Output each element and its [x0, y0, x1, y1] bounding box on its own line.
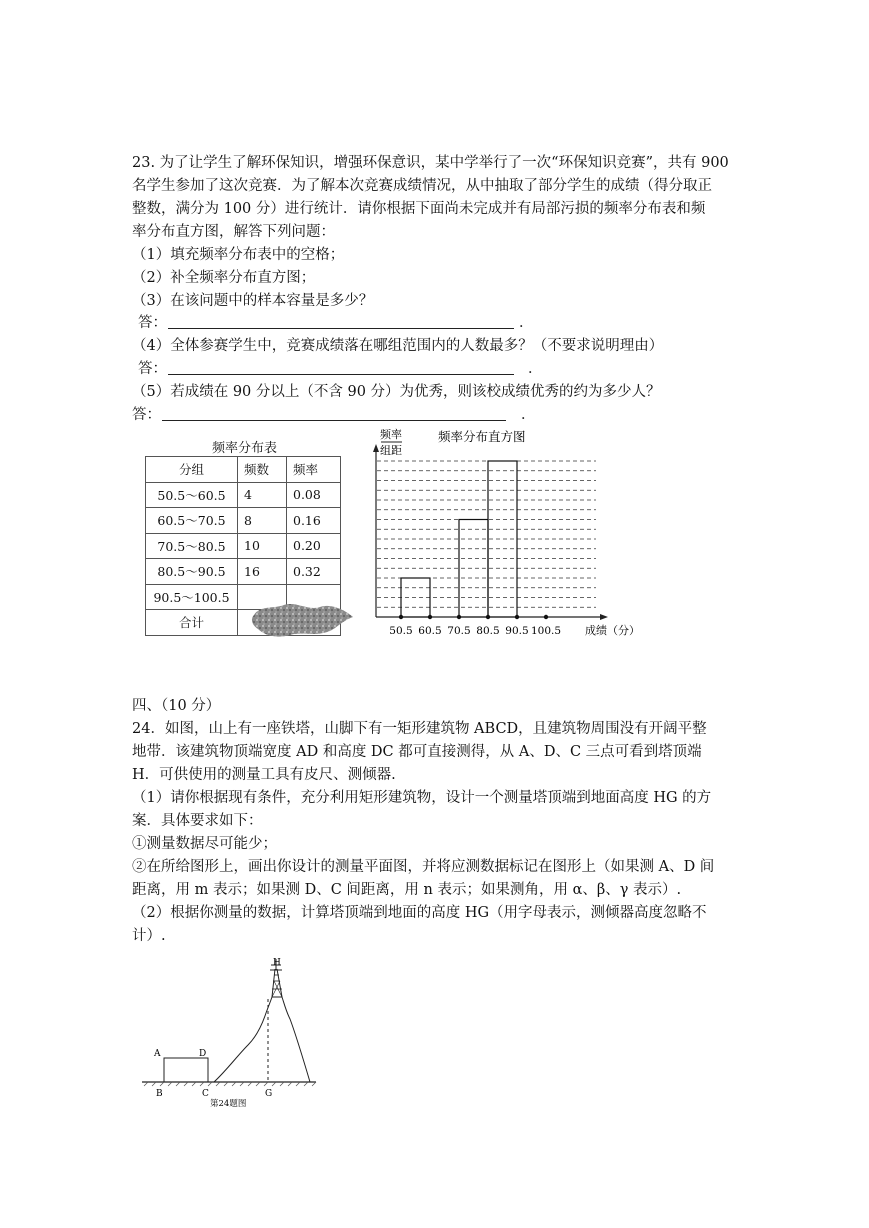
q24-line-1: 24．如图，山上有一座铁塔，山脚下有一矩形建筑物 ABCD，且建筑物周围没有开阔平整: [132, 721, 707, 737]
q23-part-5: （5）若成绩在 90 分以上（不含 90 分）为优秀，则该校成绩优秀的约为多少人？: [132, 384, 661, 400]
x-tick-label: 70.5: [447, 625, 471, 637]
x-tick-dot: [457, 615, 461, 619]
q23-line-2: 名学生参加了这次竞赛．为了解本次竞赛成绩情况，从中抽取了部分学生的成绩（得分取正: [132, 178, 712, 194]
y-axis-arrow-icon: [373, 444, 379, 452]
q23-part-2: （2）补全频率分布直方图；: [132, 270, 316, 286]
mountain-outline: [214, 997, 310, 1082]
building-abcd: [164, 1058, 208, 1082]
x-tick-dot: [428, 615, 432, 619]
q23-line-3: 整数，满分为 100 分）进行统计．请你根据下面尚未完成并有局部污损的频率分布表和频: [132, 201, 706, 217]
figure-24: [138, 955, 323, 1115]
q24-line-3: H．可供使用的测量工具有皮尺、测倾器.: [132, 767, 396, 783]
answer-label-3: 答：: [138, 315, 167, 331]
answer-blank-4[interactable]: [168, 374, 514, 375]
x-tick-label: 100.5: [530, 625, 562, 637]
cell-group: 60.5～70.5: [146, 508, 238, 534]
cell-frequency: 0.32: [287, 559, 341, 585]
q24-line-9: （2）根据你测量的数据，计算塔顶端到地面的高度 HG（用字母表示，测倾器高度忽略不: [132, 905, 707, 921]
cell-frequency: 0.16: [287, 508, 341, 534]
stain-smudge: [250, 601, 356, 639]
q24-line-7: ②在所给图形上，画出你设计的测量平面图，并将应测数据标记在图形上（如果测 A、D 间: [132, 859, 715, 875]
table-row: [146, 559, 341, 585]
frequency-histogram: [368, 425, 658, 640]
table-row: [146, 533, 341, 559]
cell-group: 50.5～60.5: [146, 482, 238, 508]
cell-count: 16: [238, 559, 287, 585]
histogram-title: 频率分布直方图: [438, 429, 526, 444]
cell-frequency: 0.20: [287, 533, 341, 559]
label-d: D: [199, 1049, 207, 1059]
table-title: 频率分布表: [212, 441, 278, 456]
label-g: G: [265, 1089, 273, 1099]
cell-group: 80.5～90.5: [146, 559, 238, 585]
label-c: C: [202, 1089, 209, 1099]
header-frequency: 频率: [287, 457, 341, 483]
answer-label-4: 答：: [138, 361, 167, 377]
label-a: A: [154, 1049, 161, 1059]
x-tick-dot: [515, 615, 519, 619]
x-tick-label: 50.5: [389, 625, 413, 637]
answer-label-5: 答：: [132, 407, 161, 423]
histogram-xlabel: 成绩（分）: [585, 624, 640, 637]
q24-line-5: 案．具体要求如下：: [132, 813, 263, 829]
table-row: [146, 508, 341, 534]
q23-part-4: （4）全体参赛学生中，竞赛成绩落在哪组范围内的人数最多？（不要求说明理由）: [132, 338, 664, 354]
q23-part-3: （3）在该问题中的样本容量是多少？: [132, 293, 374, 309]
header-group: 分组: [146, 457, 238, 483]
answer-blank-3[interactable]: [168, 328, 514, 329]
q24-line-10: 计）.: [132, 928, 166, 944]
answer-period-5: ．: [521, 407, 536, 423]
label-h: H: [273, 958, 281, 968]
section-header: 四、（10 分）: [132, 698, 221, 714]
x-tick-label: 60.5: [418, 625, 442, 637]
cell-group: 90.5～100.5: [146, 584, 238, 610]
q24-line-8: 距离，用 m 表示；如果测 D、C 间距离，用 n 表示；如果测角，用 α、β、γ 表示）.: [132, 882, 682, 898]
cell-total-label: 合计: [146, 610, 238, 636]
table-header-row: [146, 457, 341, 483]
label-b: B: [156, 1089, 163, 1099]
q24-line-4: （1）请你根据现有条件，充分利用矩形建筑物，设计一个测量塔顶端到地面高度 HG 的方: [132, 790, 712, 806]
histogram-ylabel-bottom: 组距: [380, 444, 402, 457]
x-tick-label: 80.5: [476, 625, 500, 637]
x-tick-label: 90.5: [505, 625, 529, 637]
cell-count: 8: [238, 508, 287, 534]
answer-period-4: ．: [528, 361, 543, 377]
histogram-ylabel-top: 频率: [380, 428, 402, 441]
histogram-x-ticks: [389, 615, 561, 637]
histogram-grid: [377, 461, 596, 607]
x-tick-dot: [399, 615, 403, 619]
q23-line-4: 率分布直方图，解答下列问题：: [132, 224, 335, 240]
q24-line-2: 地带．该建筑物顶端宽度 AD 和高度 DC 都可直接测得，从 A、D、C 三点可看到塔顶端: [132, 744, 702, 760]
table-row: [146, 482, 341, 508]
cell-count: 10: [238, 533, 287, 559]
header-count: 频数: [238, 457, 287, 483]
cell-frequency: 0.08: [287, 482, 341, 508]
x-axis-arrow-icon: [600, 614, 608, 620]
figure-caption: 第24题图: [210, 1099, 247, 1109]
answer-blank-5[interactable]: [162, 420, 506, 421]
answer-period-3: ．: [519, 315, 534, 331]
cell-count: 4: [238, 482, 287, 508]
q24-line-6: ①测量数据尽可能少；: [132, 836, 277, 852]
q23-part-1: （1）填充频率分布表中的空格；: [132, 247, 345, 263]
x-tick-dot: [486, 615, 490, 619]
q23-line-1: 23. 为了让学生了解环保知识，增强环保意识，某中学举行了一次“环保知识竞赛”，共有 900: [132, 155, 729, 171]
cell-group: 70.5～80.5: [146, 533, 238, 559]
x-tick-dot: [544, 615, 548, 619]
